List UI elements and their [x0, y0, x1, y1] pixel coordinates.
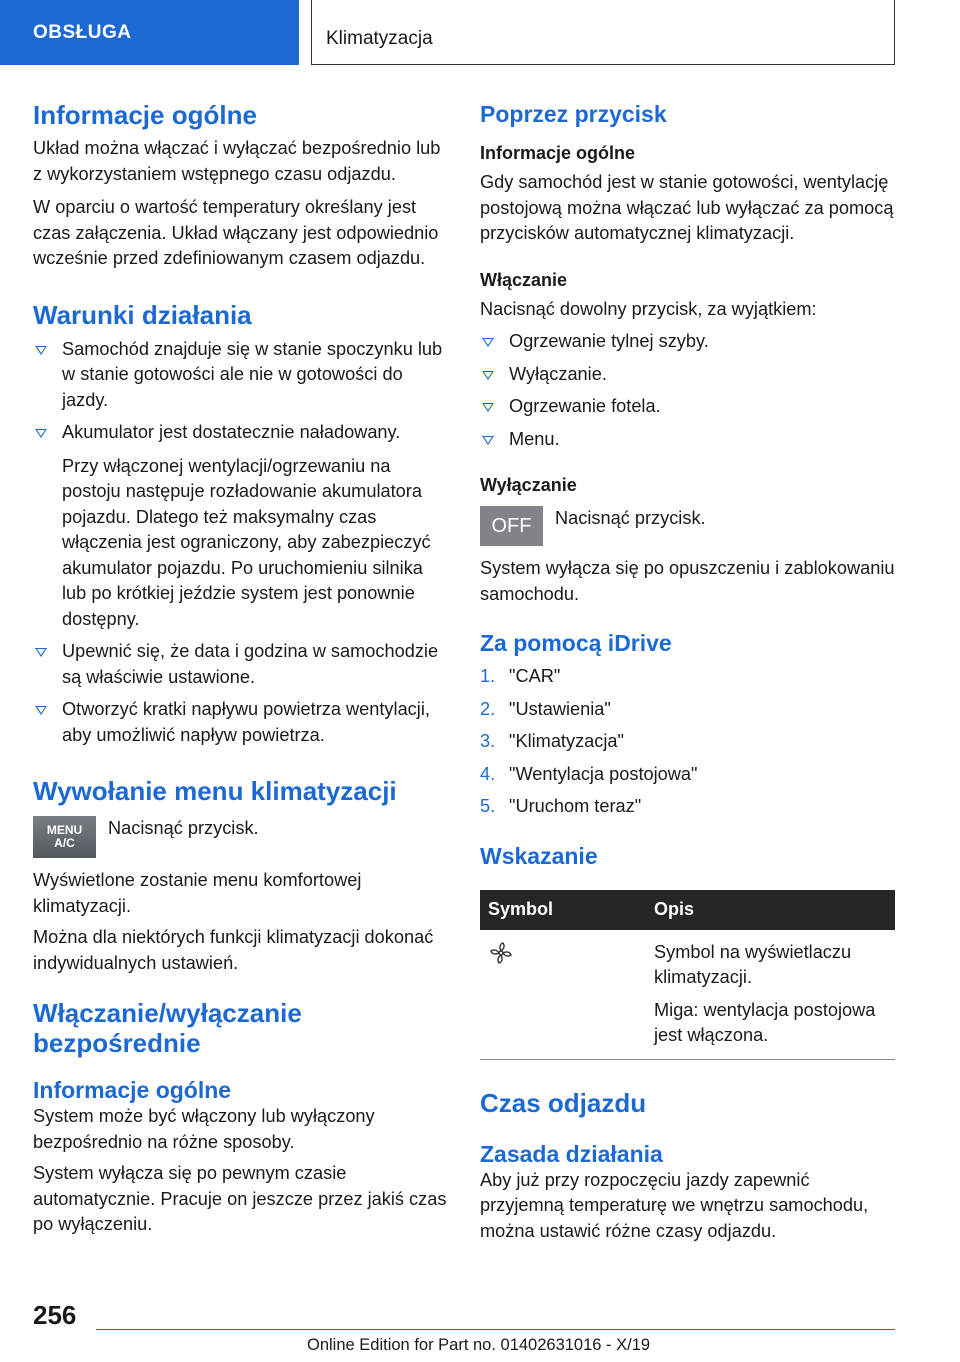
triangle-bullet-icon	[482, 338, 494, 347]
exceptions-list	[480, 329, 895, 452]
menu-button-label-line1: MENU	[46, 823, 83, 837]
conditions-list	[33, 337, 447, 749]
step-number: 3.	[480, 731, 496, 751]
chapter-header	[311, 0, 895, 65]
column-header-description: Opis	[646, 890, 895, 930]
step-number: 1.	[480, 666, 496, 686]
triangle-bullet-icon	[482, 436, 494, 445]
step-item	[480, 697, 895, 723]
footer-divider	[96, 1329, 895, 1330]
list-item	[33, 697, 447, 748]
list-item	[480, 362, 895, 388]
step-text: "Uruchom teraz"	[509, 796, 642, 816]
heading-indicator: Wskazanie	[480, 842, 598, 869]
heading-departure-time: Czas odjazdu	[480, 1087, 647, 1118]
step-number: 2.	[480, 698, 496, 719]
step-text: "CAR"	[509, 666, 561, 686]
paragraph: System może być włączony lub wyłączony bezpośrednio na różne sposoby.	[33, 1106, 375, 1152]
section-tab	[0, 0, 299, 65]
step-item	[480, 664, 895, 690]
heading-operating-conditions: Warunki działania	[33, 299, 252, 330]
button-action-text: Nacisnąć przycisk.	[108, 818, 259, 838]
step-text: "Wentylacja postojowa"	[509, 763, 698, 784]
list-item-text: Ogrzewanie fotela.	[509, 396, 661, 416]
list-item	[480, 394, 895, 420]
table-header-row	[480, 890, 895, 930]
step-item	[480, 729, 895, 755]
list-item-text: Wyłączanie.	[509, 363, 607, 384]
step-text: "Klimatyzacja"	[509, 731, 624, 751]
heading-climate-menu: Wywołanie menu klimatyzacji	[33, 776, 397, 806]
menu-button-instruction	[33, 816, 447, 858]
heading-general-info: Informacje ogólne	[33, 100, 257, 130]
subheading-switch-off: Wyłączanie	[480, 475, 577, 495]
symbol-blink-description: Miga: wentylacja postojowa jest włączona.	[654, 999, 876, 1045]
table-row	[480, 930, 895, 1060]
section-tab-label: OBSŁUGA	[33, 21, 132, 43]
list-item	[480, 427, 895, 453]
heading-via-button: Poprzez przycisk	[480, 101, 667, 127]
page-number: 256	[33, 1300, 77, 1330]
paragraph: Można dla niektórych funkcji klimatyzacji dokonać indywidualnych ustawień.	[33, 927, 434, 973]
list-item	[480, 329, 895, 355]
list-item	[33, 639, 447, 690]
triangle-bullet-icon	[35, 429, 47, 438]
paragraph: System wyłącza się po pewnym czasie automatycznie. Pracuje on jeszcze przez jakiś czas po wyłączeniu.	[33, 1163, 447, 1234]
paragraph: System wyłącza się po opuszczeniu i zablokowaniu samochodu.	[480, 558, 895, 604]
list-item-text: Samochód znajduje się w stanie spoczynku lub w stanie gotowości ale nie w gotowości do jazdy.	[62, 338, 443, 410]
list-item-text: Akumulator jest dostatecznie naładowany.	[62, 422, 401, 442]
idrive-steps	[480, 664, 895, 820]
step-number: 4.	[480, 763, 496, 784]
symbol-table	[480, 890, 895, 1060]
list-item-text: Menu.	[509, 428, 560, 449]
menu-button-label-line2: A/C	[54, 836, 75, 850]
off-button-label: OFF	[491, 514, 532, 537]
list-item-text: Otworzyć kratki napływu powietrza wentylacji, aby umożliwić napływ powietrza.	[62, 699, 430, 745]
triangle-bullet-icon	[35, 648, 47, 657]
list-item-text: Upewnić się, że data i godzina w samochodzie są właściwie ustawione.	[62, 641, 439, 687]
paragraph: W oparciu o wartość temperatury określany jest czas załączenia. Układ włączany jest odpowiednio wcześnie przed zdefiniowanym czasem odjazdu.	[33, 197, 439, 268]
menu-ac-button-icon	[33, 816, 96, 858]
step-item	[480, 762, 895, 788]
step-item	[480, 794, 895, 820]
off-button-icon	[480, 506, 543, 546]
heading-via-idrive: Za pomocą iDrive	[480, 630, 672, 656]
triangle-bullet-icon	[35, 346, 47, 355]
step-number: 5.	[480, 796, 496, 816]
chapter-title: Klimatyzacja	[326, 28, 433, 49]
symbol-cell	[480, 930, 646, 1060]
description-cell	[646, 930, 895, 1060]
paragraph: Układ można włączać i wyłączać bezpośrednio lub z wykorzystaniem wstępnego czasu odjazdu.	[33, 138, 441, 184]
subheading-general-info: Informacje ogólne	[33, 1077, 232, 1103]
heading-direct-switching: Włączanie/wyłączanie bezpośrednie	[33, 998, 302, 1058]
list-item	[33, 420, 447, 632]
list-item	[33, 337, 447, 414]
button-action-text: Nacisnąć przycisk.	[555, 508, 706, 528]
paragraph: Aby już przy rozpoczęciu jazdy zapewnić przyjemną temperaturę we wnętrzu samochodu, można ustawić różne czasy odjazdu.	[480, 1169, 869, 1241]
subheading-switch-on: Włączanie	[480, 269, 568, 290]
triangle-bullet-icon	[35, 706, 47, 715]
subheading-general-info: Informacje ogólne	[480, 143, 636, 163]
right-column	[480, 100, 895, 1244]
ventilation-fan-icon	[488, 940, 514, 966]
edition-note: Online Edition for Part no. 01402631016 - X/19	[307, 1336, 651, 1354]
symbol-description: Symbol na wyświetlaczu klimatyzacji.	[654, 941, 852, 987]
paragraph: Wyświetlone zostanie menu komfortowej klimatyzacji.	[33, 870, 362, 916]
list-item-text: Ogrzewanie tylnej szyby.	[509, 331, 709, 351]
subheading-principle: Zasada działania	[480, 1140, 663, 1167]
paragraph: Nacisnąć dowolny przycisk, za wyjątkiem:	[480, 298, 817, 319]
triangle-bullet-icon	[482, 371, 494, 380]
step-text: "Ustawienia"	[509, 698, 611, 719]
column-header-symbol: Symbol	[480, 890, 646, 930]
left-column	[33, 100, 447, 1238]
off-button-instruction	[480, 506, 895, 546]
paragraph: Gdy samochód jest w stanie gotowości, wentylację postojową można włączać lub wyłączać za pomocą przycisków automatycznej klimatyzacji.	[480, 172, 894, 243]
triangle-bullet-icon	[482, 403, 494, 412]
list-item-note: Przy włączonej wentylacji/ogrzewaniu na postoju następuje rozładowanie akumulatora pojazdu. Dlatego też maksymalny czas włączenia jest ograniczony, aby zabezpieczyć akumulator pojazdu. Po uruchomieniu silnika lub po krótkiej jeździe system jest ponownie dostępny.	[62, 455, 431, 629]
